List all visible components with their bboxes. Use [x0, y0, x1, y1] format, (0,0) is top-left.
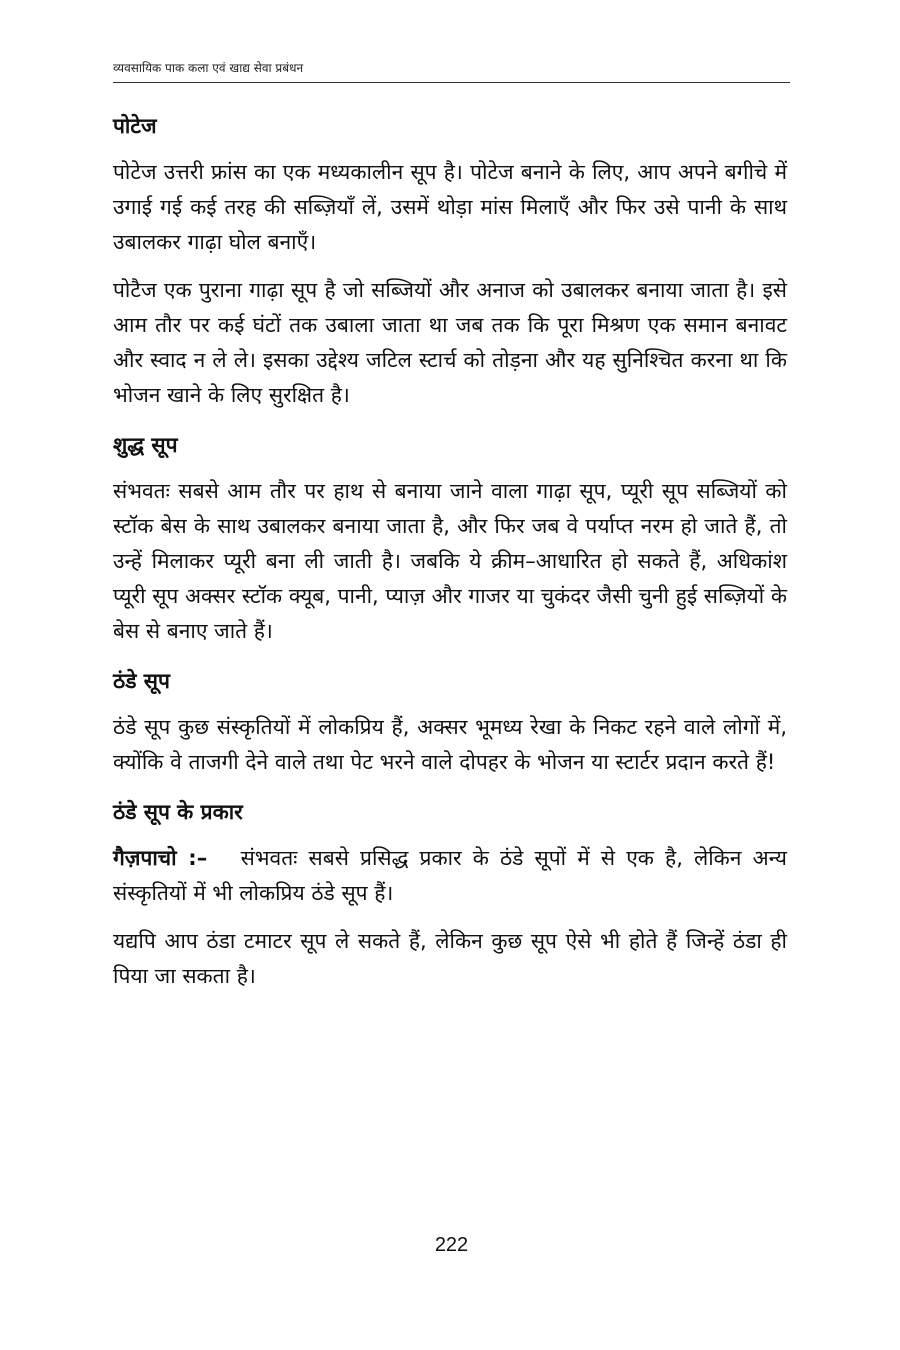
running-header: व्यवसायिक पाक कला एवं खाद्य सेवा प्रबंधन [113, 61, 304, 75]
page-body [113, 110, 787, 1007]
paragraph: यद्यपि आप ठंडा टमाटर सूप ले सकते हैं, लेकिन कुछ सूप ऐसे भी होते हैं जिन्हें ठंडा ही पिया जा सकता है। [113, 929, 787, 988]
paragraph: पोटैज एक पुराना गाढ़ा सूप है जो सब्जियों और अनाज को उबालकर बनाया जाता है। इसे आम तौर पर कई घंटों तक उबाला जाता था जब तक कि पूरा मिश्रण एक समान बनावट और स्वाद न ले ले। इसका उद्देश्य जटिल स्टार्च को तोड़ना और यह सुनिश्चित करना था कि भोजन खाने के लिए सुरक्षित है। [113, 278, 787, 407]
section-heading: ठंडे सूप के प्रकार [113, 800, 243, 824]
section-heading: शुद्ध सूप [113, 433, 178, 457]
section-cold-soup-types [113, 796, 787, 994]
paragraph: पोटेज उत्तरी फ्रांस का एक मध्यकालीन सूप है। पोटेज बनाने के लिए, आप अपने बगीचे में उगाई गई कई तरह की सब्ज़ियाँ लें, उसमें थोड़ा मांस मिलाएँ और फिर उसे पानी के साथ उबालकर गाढ़ा घोल बनाएँ। [113, 160, 787, 254]
page-number: 222 [434, 1234, 469, 1256]
section-potage [113, 110, 787, 413]
header-divider [113, 82, 790, 83]
term-gazpacho: गैज़पाचो :– [113, 846, 208, 870]
paragraph: संभवतः सबसे आम तौर पर हाथ से बनाया जाने वाला गाढ़ा सूप, प्यूरी सूप सब्जियों को स्टॉक बेस के साथ उबालकर बनाया जाता है, और फिर जब वे पर्याप्त नरम हो जाते हैं, तो उन्हें मिलाकर प्यूरी बना ली जाती है। जबकि ये क्रीम–आधारित हो सकते हैं, अधिकांश प्यूरी सूप अक्सर स्टॉक क्यूब, पानी, प्याज़ और गाजर या चुकंदर जैसी चुनी हुई सब्ज़ियों के बेस से बनाए जाते हैं। [113, 479, 787, 643]
document-page [113, 0, 790, 1350]
section-puree-soup [113, 429, 787, 649]
section-heading: ठंडे सूप [113, 669, 170, 693]
paragraph: ठंडे सूप कुछ संस्कृतियों में लोकप्रिय हैं, अक्सर भूमध्य रेखा के निकट रहने वाले लोगों में, क्योंकि वे ताजगी देने वाले तथा पेट भरने वाले दोपहर के भोजन या स्टार्टर प्रदान करते हैं! [113, 715, 787, 774]
term-description: संभवतः सबसे प्रसिद्ध प्रकार के ठंडे सूपों में से एक है, लेकिन अन्य संस्कृतियों में भी लोकप्रिय ठंडे सूप हैं। [113, 846, 787, 905]
definition-paragraph [113, 841, 787, 911]
section-cold-soups [113, 665, 787, 780]
section-heading: पोटेज [113, 114, 157, 138]
